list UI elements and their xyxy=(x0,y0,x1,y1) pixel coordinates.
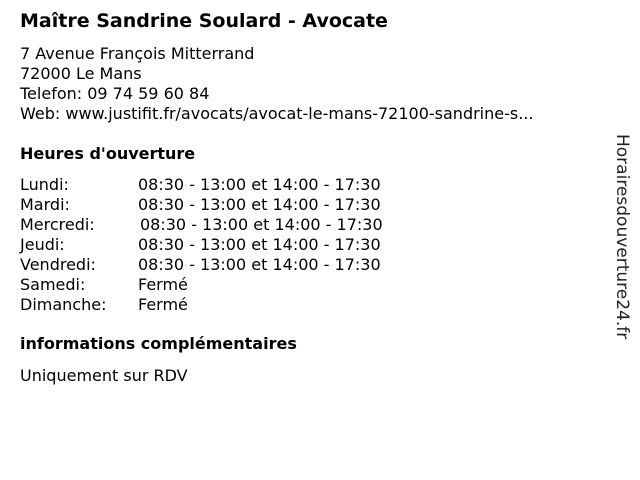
site-watermark: Horairesdouverture24.fr xyxy=(612,134,632,340)
day-label: Dimanche: xyxy=(20,295,107,314)
phone-number: Telefon: 09 74 59 60 84 xyxy=(20,84,210,103)
contact-block xyxy=(20,44,533,124)
hours-heading: Heures d'ouverture xyxy=(20,144,196,163)
address-street: 7 Avenue François Mitterrand xyxy=(20,44,255,63)
day-hours: 08:30 - 13:00 et 14:00 - 17:30 xyxy=(138,235,381,254)
day-label: Samedi: xyxy=(20,275,86,294)
day-hours: 08:30 - 13:00 et 14:00 - 17:30 xyxy=(138,255,381,274)
address-city: 72000 Le Mans xyxy=(20,64,142,83)
day-hours: 08:30 - 13:00 et 14:00 - 17:30 xyxy=(140,215,383,234)
additional-info-text: Uniquement sur RDV xyxy=(20,366,188,385)
day-hours: 08:30 - 13:00 et 14:00 - 17:30 xyxy=(138,195,381,214)
day-hours: Fermé xyxy=(138,275,188,294)
page-title: Maître Sandrine Soulard - Avocate xyxy=(20,10,388,32)
website-link: Web: www.justifit.fr/avocats/avocat-le-mans-72100-sandrine-s... xyxy=(20,104,534,123)
day-hours: Fermé xyxy=(138,295,188,314)
day-label: Mardi: xyxy=(20,195,70,214)
day-label: Lundi: xyxy=(20,175,69,194)
day-label: Vendredi: xyxy=(20,255,96,274)
day-hours: 08:30 - 13:00 et 14:00 - 17:30 xyxy=(138,175,381,194)
day-label: Mercredi: xyxy=(20,215,95,234)
day-label: Jeudi: xyxy=(20,235,65,254)
additional-info-heading: informations complémentaires xyxy=(20,334,297,353)
